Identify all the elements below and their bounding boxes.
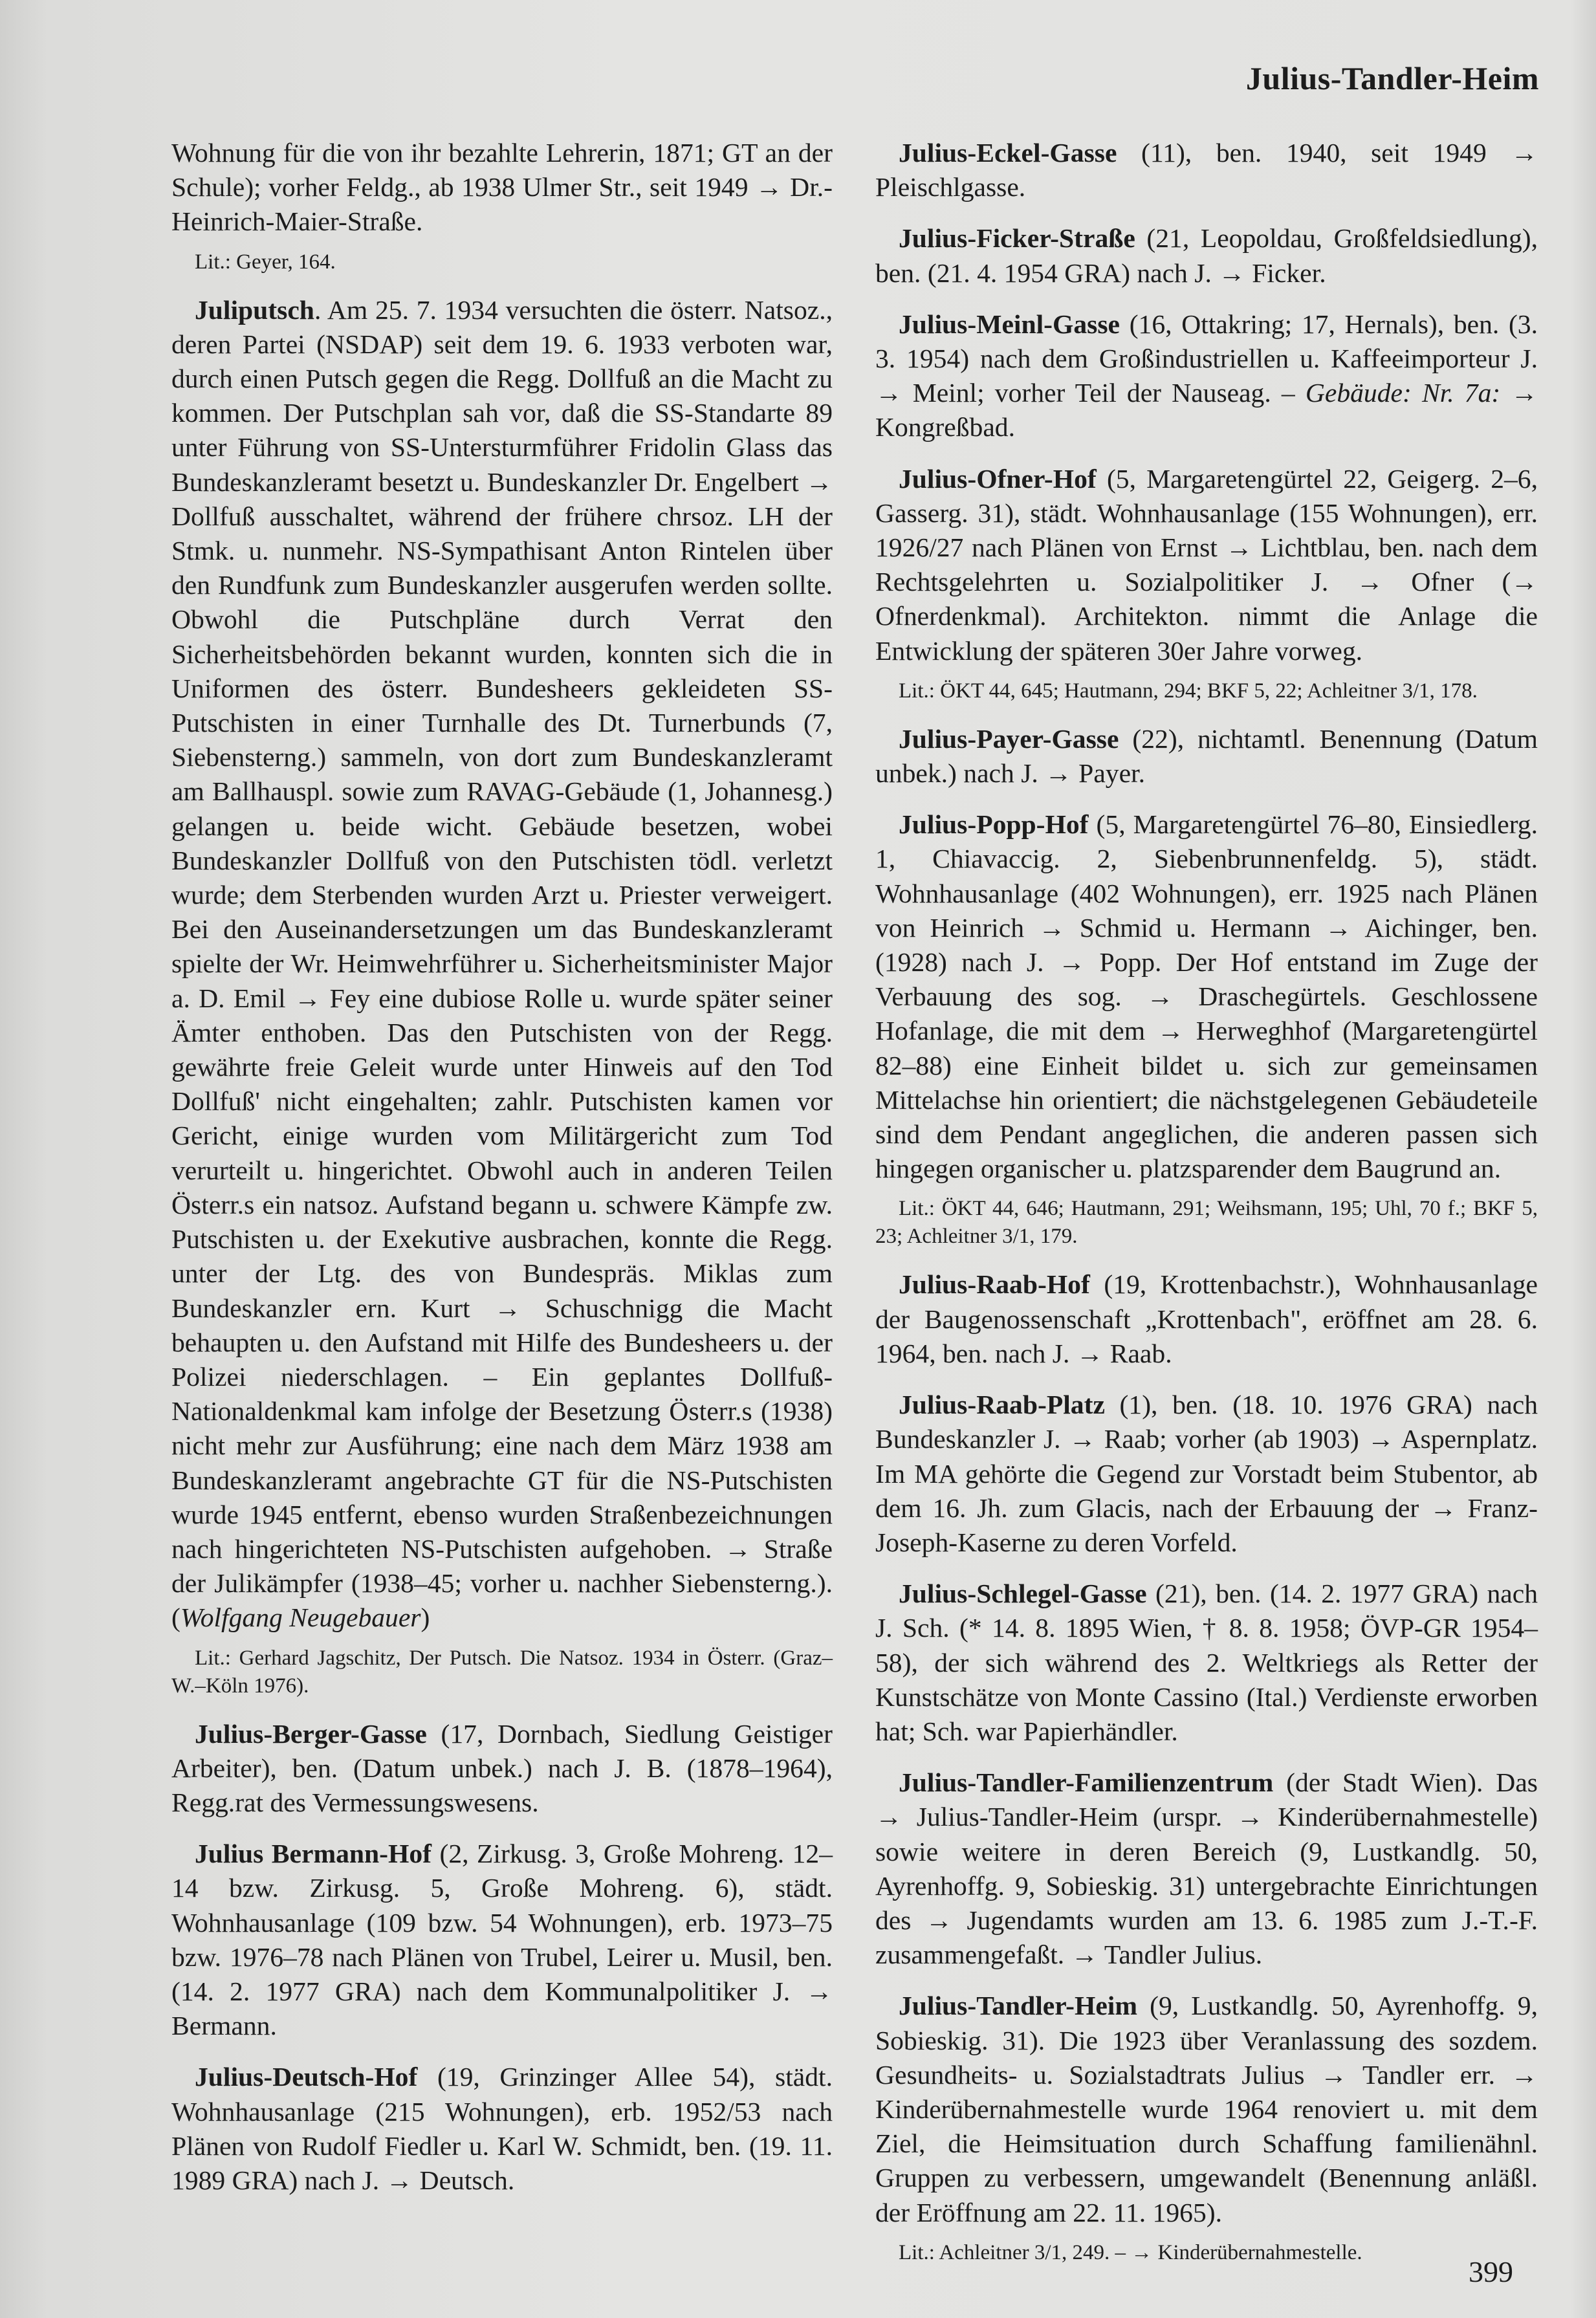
entry-text: (19, Grinzinger Allee 54), städt. Wohnhausanlage (215 Wohnungen), erb. 1952/53 nach Plänen von Rudolf Fiedler u. Karl W. Schmidt, ben. (19. 11. 1989 GRA) nach J. → Deutsch. xyxy=(171,2062,833,2195)
entry-lemma: Julius-Eckel-Gasse xyxy=(899,138,1117,168)
literature-note: Lit.: Gerhard Jagschitz, Der Putsch. Die Natsoz. 1934 in Österr. (Graz–W.–Köln 1976). xyxy=(171,1646,833,1698)
entry-lemma: Julius-Tandler-Familienzentrum xyxy=(899,1767,1274,1798)
entry-julius-payer-gasse xyxy=(875,722,1538,791)
entry-julius-tandler-heim xyxy=(875,1989,1538,2229)
entry-lemma: Julius-Meinl-Gasse xyxy=(899,309,1120,339)
entry-continuation: Wohnung für die von ihr bezahlte Lehrerin, 1871; GT an der Schule); vorher Feldg., ab 1938 Ulmer Str., seit 1949 → Dr.-Heinrich-Maier-Straße. xyxy=(171,138,833,237)
entry-author: Wolfgang Neugebauer xyxy=(180,1602,421,1633)
entry-julius-raab-hof xyxy=(875,1267,1538,1371)
entry-text: (der Stadt Wien). Das → Julius-Tandler-Heim (urspr. → Kinderübernahmestelle) sowie weitere in deren Bereich (9, Lustkandlg. 50, Ayrenhoffg. 9, Sobieskig. 31) untergebrachte Einrichtungen des → Jugendamts wurden am 13. 6. 1985 zum J.-T.-F. zusammengefaßt. → Tandler Julius. xyxy=(875,1767,1538,1970)
entry-lemma: Julius-Tandler-Heim xyxy=(899,1991,1138,2021)
entry-text: (19, Krottenbachstr.), Wohnhausanlage der Baugenossenschaft „Krottenbach", eröffnet am 28. 6. 1964, ben. nach J. → Raab. xyxy=(875,1269,1538,1368)
entry-julius-bermann-hof xyxy=(171,1837,833,2043)
entry-julius-ficker-strasse xyxy=(875,221,1538,290)
entry-text: (21, Leopoldau, Großfeldsiedlung), ben. (21. 4. 1954 GRA) nach J. → Ficker. xyxy=(875,223,1538,288)
literature-note: Lit.: ÖKT 44, 645; Hautmann, 294; BKF 5, 22; Achleitner 3/1, 178. xyxy=(899,679,1478,703)
entry-lemma: Julius-Raab-Hof xyxy=(899,1269,1090,1300)
running-header: Julius-Tandler-Heim xyxy=(1245,60,1539,96)
entry-julius-popp-hof xyxy=(875,807,1538,1186)
entry-julius-meinl-gasse xyxy=(875,307,1538,445)
literature-note: Lit.: Achleitner 3/1, 249. – → Kinderübernahmestelle. xyxy=(899,2240,1362,2264)
entry-text: (1), ben. (18. 10. 1976 GRA) nach Bundeskanzler J. → Raab; vorher (ab 1903) → Aspernplatz. Im MA gehörte die Gegend zur Vorstadt beim Stubentor, ab dem 16. Jh. zum Glacis, nach der Erbauung der → Franz-Joseph-Kaserne zu deren Vorfeld. xyxy=(875,1390,1538,1557)
literature-note: Lit.: ÖKT 44, 646; Hautmann, 291; Weihsmann, 195; Uhl, 70 f.; BKF 5, 23; Achleitner 3/1, 179. xyxy=(875,1197,1538,1249)
left-column xyxy=(171,136,833,2207)
entry-text: (21), ben. (14. 2. 1977 GRA) nach J. Sch. (* 14. 8. 1895 Wien, † 8. 8. 1958; ÖVP-GR 1954–58), der sich während des 2. Weltkriegs als Retter der Kunstschätze von Monte Cassino (Ital.) Verdienste erworben hat; Sch. war Papierhändler. xyxy=(875,1579,1538,1746)
entry-lemma: Julius-Schlegel-Gasse xyxy=(899,1579,1147,1609)
entry-lemma: Julius-Berger-Gasse xyxy=(195,1718,427,1749)
entry-text: . Am 25. 7. 1934 versuchten die österr. Natsoz., deren Partei (NSDAP) seit dem 19. 6. 1933 verboten war, durch einen Putsch gegen die Regg. Dollfuß an die Macht zu kommen. Der Putschplan sah vor, daß die SS-Standarte 89 unter Führung von SS-Untersturmführer Fridolin Glass das Bundeskanzleramt besetzt u. Bundeskanzler Dr. Engelbert → Dollfuß ausschaltet, während der frühere chrsoz. LH der Stmk. u. nunmehr. NS-Sympathisant Anton Rintelen über den Rundfunk zum Bundeskanzler ausgerufen werden sollte. Obwohl die Putschpläne durch Verrat den Sicherheitsbehörden bekannt wurden, konnten sich die in Uniformen des österr. Bundesheers gekleideten SS-Putschisten in einer Turnhalle des Dt. Turnerbunds (7, Siebensterng.) sammeln, von dort zum Bundeskanzleramt am Ballhauspl. sowie zum RAVAG-Gebäude (1, Johannesg.) gelangen u. beide wicht. Gebäude besetzen, wobei Bundeskanzler Dollfuß von den Putschisten tödl. verletzt wurde; dem Sterbenden wurden Arzt u. Priester verweigert. Bei den Auseinandersetzungen um das Bundeskanzleramt spielte der Wr. Heimwehrführer u. Sicherheitsminister Major a. D. Emil → Fey eine dubiose Rolle u. wurde später seiner Ämter enthoben. Das den Putschisten von der Regg. gewährte freie Geleit wurde unter Hinweis auf den Tod Dollfuß' nicht eingehalten; zahlr. Putschisten kamen vor Gericht, einige wurden vom Militärgericht zum Tod verurteilt u. hingerichtet. Obwohl auch in anderen Teilen Österr.s ein natsoz. Aufstand begann u. schwere Kämpfe zw. Putschisten u. der Exekutive ausbrachen, konnte die Regg. unter der Ltg. des von Bundespräs. Miklas zum Bundeskanzler ern. Kurt → Schuschnigg die Macht behaupten u. den Aufstand mit Hilfe des Bundesheers u. der Polizei niederschlagen. – Ein geplantes Dollfuß-Nationaldenkmal kam infolge der Besetzung Österr.s (1938) nicht mehr zur Ausführung; eine nach dem März 1938 am Bundeskanzleramt angebrachte GT für die NS-Putschisten wurde 1945 entfernt, ebenso wurden Straßenbezeichnungen nach hingerichteten NS-Putschisten aufgehoben. → Straße der Julikämpfer (1938–45; vorher u. nachher Siebensterng.). ( xyxy=(171,294,833,1633)
entry-julius-ofner-hof xyxy=(875,462,1538,668)
entry-julius-schlegel-gasse xyxy=(875,1577,1538,1749)
entry-lemma: Julius-Popp-Hof xyxy=(899,809,1089,840)
page-number: 399 xyxy=(1469,2255,1513,2288)
entry-juliputsch xyxy=(171,293,833,1635)
entry-julius-eckel-gasse xyxy=(875,136,1538,204)
entry-close: ) xyxy=(421,1602,430,1633)
entry-julius-berger-gasse xyxy=(171,1717,833,1821)
entry-lemma: Julius-Raab-Platz xyxy=(899,1390,1105,1420)
entry-text: (5, Margaretengürtel 76–80, Einsiedlerg. 1, Chiavaccig. 2, Siebenbrunnenfeldg. 5), städt. Wohnhausanlage (402 Wohnungen), err. 1925 nach Plänen von Heinrich → Schmid u. Hermann → Aichinger, ben. (1928) nach J. → Popp. Der Hof entstand im Zuge der Verbauung des sog. → Draschegürtels. Geschlossene Hofanlage, die mit dem → Herweghhof (Margaretengürtel 82–88) eine Einheit bildet u. sich zur gemeinsamen Mittelachse hin orientiert; die nächstgelegenen Gebäudeteile sind dem Pendant angeglichen, die anderen passen sich hingegen organischer u. platzsparender dem Baugrund an. xyxy=(875,809,1538,1184)
right-column xyxy=(875,136,1538,2272)
entry-italic: Gebäude: Nr. 7a: xyxy=(1305,378,1501,408)
entry-lemma: Julius Bermann-Hof xyxy=(195,1839,432,1869)
entry-text: (22), nichtamtl. Benennung (Datum unbek.) nach J. → Payer. xyxy=(875,723,1538,789)
literature-note: Lit.: Geyer, 164. xyxy=(195,250,336,274)
entry-julius-raab-platz xyxy=(875,1388,1538,1560)
entry-lemma: Julius-Deutsch-Hof xyxy=(195,2062,418,2092)
entry-tail: → Kongreßbad. xyxy=(875,378,1538,443)
entry-lemma: Julius-Ofner-Hof xyxy=(899,463,1097,494)
entry-text: (16, Ottakring; 17, Hernals), ben. (3. 3. 1954) nach dem Großindustriellen u. Kaffeeimporteur J. → Meinl; vorher Teil der Nauseag. – xyxy=(875,309,1538,408)
entry-lemma: Julius-Ficker-Straße xyxy=(899,223,1135,254)
entry-lemma: Juliputsch xyxy=(195,294,314,325)
entry-lemma: Julius-Payer-Gasse xyxy=(899,723,1119,754)
entry-text: (17, Dornbach, Siedlung Geistiger Arbeiter), ben. (Datum unbek.) nach J. B. (1878–1964), Regg.rat des Vermessungswesens. xyxy=(171,1718,833,1817)
entry-julius-deutsch-hof xyxy=(171,2060,833,2198)
entry-text: (9, Lustkandlg. 50, Ayrenhoffg. 9, Sobieskig. 31). Die 1923 über Veranlassung des sozdem. Gesundheits- u. Sozialstadtrats Julius → Tandler err. → Kinderübernahmestelle wurde 1964 renoviert u. mit dem Ziel, die Heimsituation durch Schaffung familienähnl. Gruppen zu verbessern, umgewandelt (Benennung anläßl. der Eröffnung am 22. 11. 1965). xyxy=(875,1991,1538,2227)
page-edge-shadow xyxy=(1570,0,1596,2318)
entry-text: (2, Zirkusg. 3, Große Mohreng. 12–14 bzw. Zirkusg. 5, Große Mohreng. 6), städt. Wohnhausanlage (109 bzw. 54 Wohnungen), erb. 1973–75 bzw. 1976–78 nach Plänen von Trubel, Leirer u. Musil, ben. (14. 2. 1977 GRA) nach dem Kommunalpolitiker J. → Bermann. xyxy=(171,1839,833,2041)
entry-text: (5, Margaretengürtel 22, Geigerg. 2–6, Gasserg. 31), städt. Wohnhausanlage (155 Wohnungen), err. 1926/27 nach Plänen von Ernst → Lichtblau, ben. nach dem Rechtsgelehrten u. Sozialpolitiker J. → Ofner (→ Ofnerdenkmal). Architekton. nimmt die Anlage die Entwicklung der späteren 30er Jahre vorweg. xyxy=(875,463,1538,666)
entry-text: (11), ben. 1940, seit 1949 → Pleischlgasse. xyxy=(875,138,1538,202)
entry-julius-tandler-familienzentrum xyxy=(875,1766,1538,1972)
